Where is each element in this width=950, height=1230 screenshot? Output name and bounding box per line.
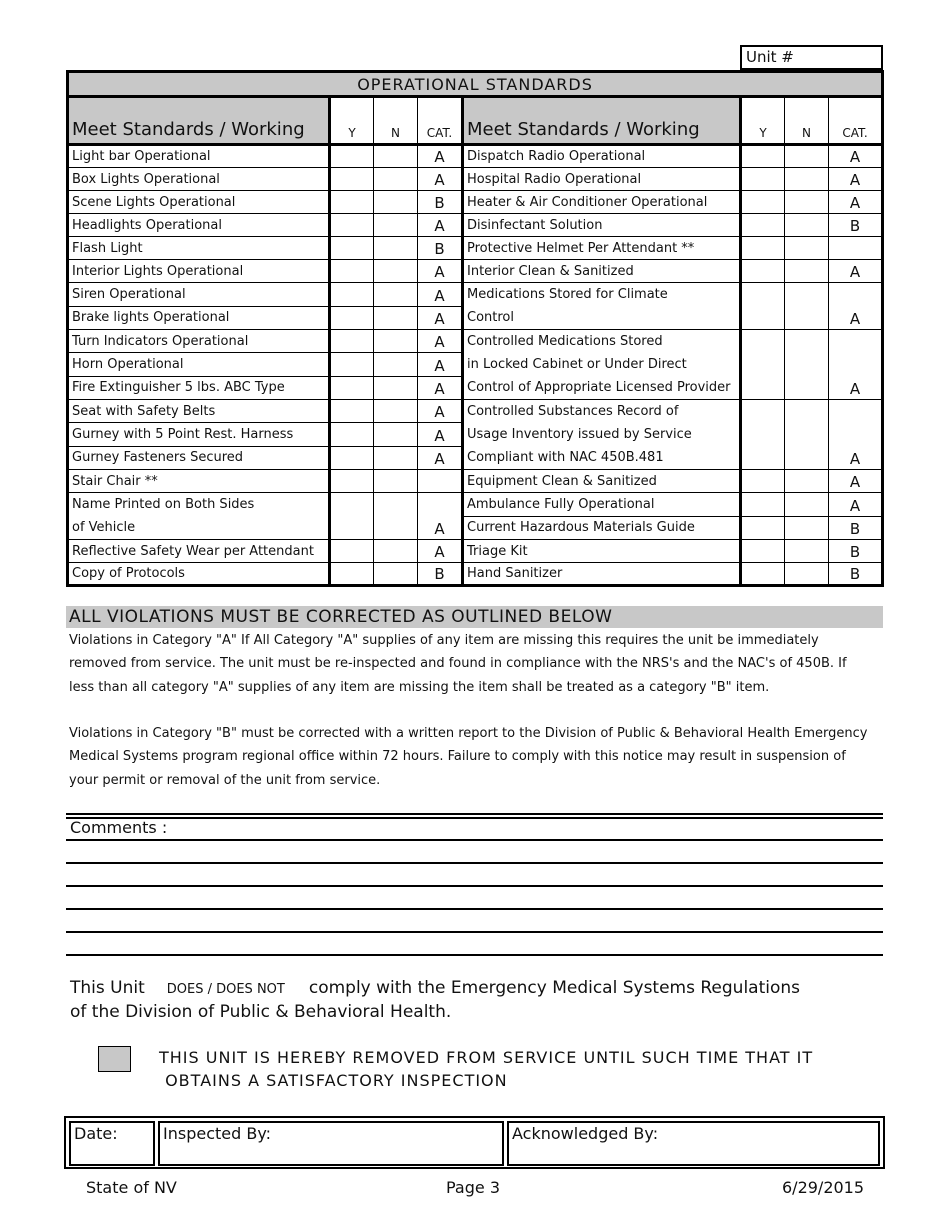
left-n-checkbox[interactable] bbox=[374, 283, 418, 307]
left-item-category: B bbox=[418, 191, 463, 214]
left-n-checkbox[interactable] bbox=[374, 306, 418, 330]
table-row bbox=[68, 330, 883, 353]
right-y-checkbox[interactable] bbox=[741, 237, 785, 260]
right-item-label: Disinfectant Solution bbox=[463, 214, 741, 237]
right-item-category: B bbox=[829, 563, 883, 586]
removed-line2: OBTAINS A SATISFACTORY INSPECTION bbox=[159, 1071, 508, 1090]
right-header-y: Y bbox=[741, 97, 785, 145]
left-n-checkbox[interactable] bbox=[374, 446, 418, 469]
footer-state: State of NV bbox=[86, 1178, 177, 1197]
footer-page-number: Page 3 bbox=[446, 1178, 500, 1197]
inspected-by-label: Inspected By: bbox=[163, 1124, 272, 1143]
table-row bbox=[68, 214, 883, 237]
right-item-category: A bbox=[829, 400, 883, 470]
unit-number-field[interactable] bbox=[740, 45, 883, 70]
left-y-checkbox[interactable] bbox=[330, 145, 374, 168]
removed-from-service-text bbox=[159, 1046, 879, 1092]
right-item-category: A bbox=[829, 283, 883, 330]
right-item-label-line: Controlled Medications Stored bbox=[467, 334, 663, 349]
right-n-checkbox[interactable] bbox=[785, 493, 829, 517]
right-n-checkbox[interactable] bbox=[785, 540, 829, 563]
does-does-not-option[interactable]: DOES / DOES NOT bbox=[166, 982, 285, 997]
left-n-checkbox[interactable] bbox=[374, 563, 418, 586]
left-item-category: A bbox=[418, 283, 463, 307]
table-row bbox=[68, 260, 883, 283]
comment-line[interactable] bbox=[66, 862, 883, 864]
right-item-label bbox=[463, 283, 741, 330]
right-header-cat: CAT. bbox=[829, 97, 883, 145]
operational-standards-table bbox=[66, 70, 884, 587]
left-item-label: Gurney Fasteners Secured bbox=[68, 446, 330, 469]
left-item-category: A bbox=[418, 214, 463, 237]
right-header-n: N bbox=[785, 97, 829, 145]
left-item-label: Brake lights Operational bbox=[68, 306, 330, 330]
right-y-checkbox[interactable] bbox=[741, 400, 785, 470]
left-item-label: Light bar Operational bbox=[68, 145, 330, 168]
right-item-label-line: Compliant with NAC 450B.481 bbox=[467, 450, 664, 465]
left-item-category: A bbox=[418, 306, 463, 330]
left-item-label: Stair Chair ** bbox=[68, 470, 330, 493]
table-row bbox=[68, 191, 883, 214]
comment-line[interactable] bbox=[66, 931, 883, 933]
left-n-checkbox[interactable] bbox=[374, 191, 418, 214]
right-item-label-line: Usage Inventory issued by Service bbox=[467, 427, 692, 442]
left-n-checkbox[interactable] bbox=[374, 376, 418, 399]
right-y-checkbox[interactable] bbox=[741, 214, 785, 237]
acknowledged-by-field[interactable] bbox=[507, 1121, 880, 1166]
left-y-checkbox[interactable] bbox=[330, 493, 374, 540]
table-row bbox=[68, 470, 883, 493]
left-y-checkbox[interactable] bbox=[330, 330, 374, 353]
right-item-category bbox=[829, 237, 883, 260]
left-item-label: Gurney with 5 Point Rest. Harness bbox=[68, 423, 330, 446]
left-item-category: A bbox=[418, 376, 463, 399]
right-n-checkbox[interactable] bbox=[785, 214, 829, 237]
right-n-checkbox[interactable] bbox=[785, 516, 829, 540]
category-b-paragraph: Violations in Category "B" must be corrected with a written report to the Division of Public & Behavioral Health Emergency Medical Systems program regional office within 72 hours. Failure to comply with this notice may result in suspension of your permit or removal of the unit from service. bbox=[69, 726, 868, 788]
left-y-checkbox[interactable] bbox=[330, 423, 374, 446]
left-item-category: A bbox=[418, 540, 463, 563]
left-y-checkbox[interactable] bbox=[330, 191, 374, 214]
right-item-label: Current Hazardous Materials Guide bbox=[463, 516, 741, 540]
left-n-checkbox[interactable] bbox=[374, 330, 418, 353]
right-n-checkbox[interactable] bbox=[785, 191, 829, 214]
right-item-label: Protective Helmet Per Attendant ** bbox=[463, 237, 741, 260]
left-y-checkbox[interactable] bbox=[330, 540, 374, 563]
removed-from-service-checkbox[interactable] bbox=[98, 1046, 131, 1072]
table-row bbox=[68, 145, 883, 168]
left-item-label bbox=[68, 493, 330, 540]
date-label: Date: bbox=[74, 1124, 118, 1143]
left-header-y: Y bbox=[330, 97, 374, 145]
left-n-checkbox[interactable] bbox=[374, 237, 418, 260]
right-item-label: Hand Sanitizer bbox=[463, 563, 741, 586]
right-item-label: Triage Kit bbox=[463, 540, 741, 563]
left-y-checkbox[interactable] bbox=[330, 446, 374, 469]
comment-line[interactable] bbox=[66, 908, 883, 910]
comments-top-rule bbox=[66, 817, 883, 819]
right-n-checkbox[interactable] bbox=[785, 400, 829, 470]
table-row bbox=[68, 283, 883, 307]
right-item-label: Equipment Clean & Sanitized bbox=[463, 470, 741, 493]
right-item-category: A bbox=[829, 168, 883, 191]
left-y-checkbox[interactable] bbox=[330, 353, 374, 376]
right-n-checkbox[interactable] bbox=[785, 237, 829, 260]
acknowledged-by-label: Acknowledged By: bbox=[512, 1124, 659, 1143]
left-n-checkbox[interactable] bbox=[374, 400, 418, 423]
right-n-checkbox[interactable] bbox=[785, 168, 829, 191]
right-item-label: Dispatch Radio Operational bbox=[463, 145, 741, 168]
left-n-checkbox[interactable] bbox=[374, 260, 418, 283]
left-item-category: A bbox=[418, 260, 463, 283]
right-item-category: A bbox=[829, 145, 883, 168]
right-header-label: Meet Standards / Working bbox=[463, 97, 741, 145]
left-item-category: A bbox=[418, 400, 463, 423]
left-item-label: Horn Operational bbox=[68, 353, 330, 376]
left-y-checkbox[interactable] bbox=[330, 400, 374, 423]
right-y-checkbox[interactable] bbox=[741, 540, 785, 563]
compliance-prefix: This Unit bbox=[70, 978, 145, 998]
right-y-checkbox[interactable] bbox=[741, 330, 785, 400]
right-item-label-line: in Locked Cabinet or Under Direct bbox=[467, 357, 687, 372]
left-item-category: A bbox=[418, 423, 463, 446]
compliance-suffix: comply with the Emergency Medical Systems Regulations bbox=[308, 978, 801, 998]
removed-line1: THIS UNIT IS HEREBY REMOVED FROM SERVICE UNTIL SUCH TIME THAT IT bbox=[159, 1048, 814, 1067]
left-item-category: A bbox=[418, 145, 463, 168]
left-y-checkbox[interactable] bbox=[330, 376, 374, 399]
left-item-label: Scene Lights Operational bbox=[68, 191, 330, 214]
right-item-label: Hospital Radio Operational bbox=[463, 168, 741, 191]
left-item-category: A bbox=[418, 493, 463, 540]
left-item-label: Reflective Safety Wear per Attendant bbox=[68, 540, 330, 563]
left-item-label: Box Lights Operational bbox=[68, 168, 330, 191]
left-n-checkbox[interactable] bbox=[374, 470, 418, 493]
right-n-checkbox[interactable] bbox=[785, 563, 829, 586]
right-item-label bbox=[463, 400, 741, 470]
comment-line[interactable] bbox=[66, 954, 883, 956]
left-item-label: Copy of Protocols bbox=[68, 563, 330, 586]
right-y-checkbox[interactable] bbox=[741, 516, 785, 540]
table-row bbox=[68, 400, 883, 423]
left-n-checkbox[interactable] bbox=[374, 353, 418, 376]
right-item-label-line: Medications Stored for Climate bbox=[467, 287, 668, 302]
left-y-checkbox[interactable] bbox=[330, 283, 374, 307]
left-item-label: Headlights Operational bbox=[68, 214, 330, 237]
left-header-cat: CAT. bbox=[418, 97, 463, 145]
left-y-checkbox[interactable] bbox=[330, 168, 374, 191]
right-y-checkbox[interactable] bbox=[741, 470, 785, 493]
right-item-category: A bbox=[829, 493, 883, 517]
table-row bbox=[68, 563, 883, 586]
left-item-label: Fire Extinguisher 5 lbs. ABC Type bbox=[68, 376, 330, 399]
left-n-checkbox[interactable] bbox=[374, 145, 418, 168]
left-item-category: A bbox=[418, 353, 463, 376]
left-item-category: B bbox=[418, 237, 463, 260]
comment-line[interactable] bbox=[66, 885, 883, 887]
left-n-checkbox[interactable] bbox=[374, 214, 418, 237]
left-item-category: B bbox=[418, 563, 463, 586]
unit-number-label: Unit # bbox=[746, 48, 794, 66]
right-y-checkbox[interactable] bbox=[741, 145, 785, 168]
left-y-checkbox[interactable] bbox=[330, 237, 374, 260]
compliance-statement bbox=[70, 977, 870, 1024]
left-n-checkbox[interactable] bbox=[374, 540, 418, 563]
right-n-checkbox[interactable] bbox=[785, 260, 829, 283]
left-item-category: A bbox=[418, 446, 463, 469]
inspected-by-field[interactable] bbox=[158, 1121, 504, 1166]
table-row bbox=[68, 237, 883, 260]
left-n-checkbox[interactable] bbox=[374, 168, 418, 191]
compliance-line2: of the Division of Public & Behavioral Health. bbox=[70, 1002, 452, 1022]
right-n-checkbox[interactable] bbox=[785, 330, 829, 400]
left-item-category: A bbox=[418, 168, 463, 191]
left-y-checkbox[interactable] bbox=[330, 306, 374, 330]
left-item-label: Turn Indicators Operational bbox=[68, 330, 330, 353]
table-row bbox=[68, 493, 883, 517]
comment-line[interactable] bbox=[66, 839, 883, 841]
left-item-label-line: of Vehicle bbox=[72, 520, 136, 535]
right-item-label: Heater & Air Conditioner Operational bbox=[463, 191, 741, 214]
left-y-checkbox[interactable] bbox=[330, 214, 374, 237]
left-item-label: Siren Operational bbox=[68, 283, 330, 307]
right-item-label: Ambulance Fully Operational bbox=[463, 493, 741, 517]
right-item-category: A bbox=[829, 191, 883, 214]
right-item-label-line: Control bbox=[467, 310, 514, 325]
right-n-checkbox[interactable] bbox=[785, 283, 829, 330]
table-row bbox=[68, 540, 883, 563]
violations-heading: ALL VIOLATIONS MUST BE CORRECTED AS OUTLINED BELOW bbox=[66, 606, 883, 628]
left-item-label: Flash Light bbox=[68, 237, 330, 260]
date-field[interactable] bbox=[69, 1121, 155, 1166]
right-item-label bbox=[463, 330, 741, 400]
right-item-category: A bbox=[829, 470, 883, 493]
comments-top-rule bbox=[66, 813, 883, 815]
category-a-paragraph: Violations in Category "A" If All Category "A" supplies of any item are missing this requires the unit be immediately removed from service. The unit must be re-inspected and found in compliance with the NRS's and the NAC's of 450B. If less than all category "A" supplies of any item are missing the item shall be treated as a category "B" item. bbox=[69, 633, 847, 695]
footer-date: 6/29/2015 bbox=[782, 1178, 865, 1197]
left-header-label: Meet Standards / Working bbox=[68, 97, 330, 145]
table-title: OPERATIONAL STANDARDS bbox=[68, 72, 883, 97]
right-item-category: B bbox=[829, 214, 883, 237]
right-y-checkbox[interactable] bbox=[741, 493, 785, 517]
right-item-category: A bbox=[829, 260, 883, 283]
right-n-checkbox[interactable] bbox=[785, 145, 829, 168]
right-item-category: B bbox=[829, 540, 883, 563]
comments-label: Comments : bbox=[70, 818, 168, 837]
right-y-checkbox[interactable] bbox=[741, 260, 785, 283]
left-header-n: N bbox=[374, 97, 418, 145]
right-y-checkbox[interactable] bbox=[741, 283, 785, 330]
right-y-checkbox[interactable] bbox=[741, 168, 785, 191]
left-y-checkbox[interactable] bbox=[330, 563, 374, 586]
right-item-label-line: Control of Appropriate Licensed Provider bbox=[467, 380, 731, 395]
right-item-category: B bbox=[829, 516, 883, 540]
left-n-checkbox[interactable] bbox=[374, 423, 418, 446]
right-y-checkbox[interactable] bbox=[741, 563, 785, 586]
right-item-category: A bbox=[829, 330, 883, 400]
left-item-category: A bbox=[418, 330, 463, 353]
right-y-checkbox[interactable] bbox=[741, 191, 785, 214]
right-item-label-line: Controlled Substances Record of bbox=[467, 404, 679, 419]
left-y-checkbox[interactable] bbox=[330, 260, 374, 283]
table-row bbox=[68, 168, 883, 191]
left-y-checkbox[interactable] bbox=[330, 470, 374, 493]
right-n-checkbox[interactable] bbox=[785, 470, 829, 493]
left-item-category bbox=[418, 470, 463, 493]
left-n-checkbox[interactable] bbox=[374, 493, 418, 540]
signature-block bbox=[64, 1116, 885, 1169]
left-item-label-line: Name Printed on Both Sides bbox=[72, 497, 255, 512]
right-item-label: Interior Clean & Sanitized bbox=[463, 260, 741, 283]
left-item-label: Seat with Safety Belts bbox=[68, 400, 330, 423]
left-item-label: Interior Lights Operational bbox=[68, 260, 330, 283]
